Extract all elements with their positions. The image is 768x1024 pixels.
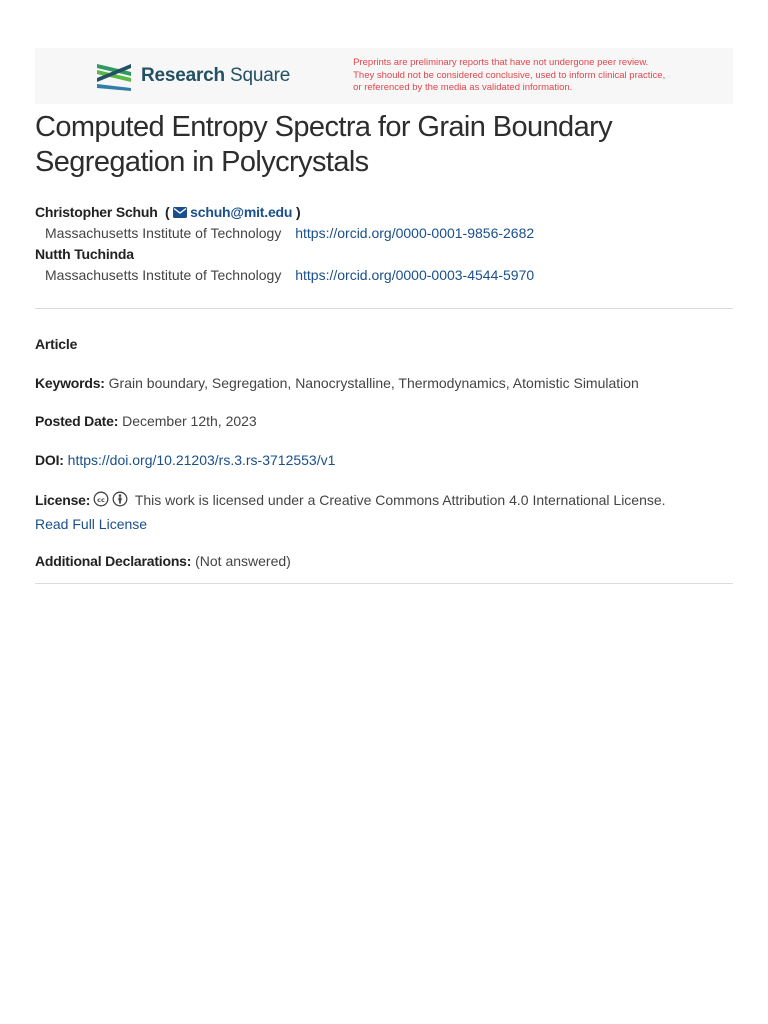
divider <box>35 583 733 584</box>
brand-name: Research Square <box>141 65 291 86</box>
additional-declarations-value: (Not answered) <box>195 553 291 569</box>
author-list <box>35 203 735 287</box>
additional-declarations-label: Additional Declarations: <box>35 553 192 569</box>
cc-icon <box>93 491 109 507</box>
notice-line: They should not be considered conclusive, used to inform clinical practice, <box>353 69 666 81</box>
preprint-banner <box>35 48 733 104</box>
envelope-icon <box>173 207 187 218</box>
doi-link[interactable]: https://doi.org/10.21203/rs.3.rs-3712553/v1 <box>67 452 336 468</box>
notice-line: or referenced by the media as validated information. <box>353 82 573 94</box>
doi-label: DOI: <box>35 452 64 468</box>
author-affiliation: Massachusetts Institute of Technology <box>45 267 282 283</box>
read-full-license-link[interactable]: Read Full License <box>35 516 148 532</box>
research-square-logo[interactable] <box>95 60 290 92</box>
author-affiliation: Massachusetts Institute of Technology <box>45 225 282 241</box>
author-email-link[interactable]: schuh@mit.edu <box>173 204 296 220</box>
orcid-link[interactable]: https://orcid.org/0000-0001-9856-2682 <box>295 225 535 241</box>
posted-date-value: December 12th, 2023 <box>122 413 257 429</box>
license-row <box>35 488 735 536</box>
posted-date-row <box>35 411 735 431</box>
keywords-value: Grain boundary, Segregation, Nanocrystalline, Thermodynamics, Atomistic Simulation <box>108 375 639 391</box>
author-name: Christopher Schuh <box>35 204 158 220</box>
license-label: License: <box>35 492 91 508</box>
divider <box>35 308 733 309</box>
author-name: Nutth Tuchinda <box>35 246 134 262</box>
doi-row <box>35 450 735 470</box>
by-icon <box>112 491 128 507</box>
author-entry: Christopher Schuh ( schuh@mit.edu ) Massachusetts Institute of Technology https://orcid.org/0000-0001-9856-2682 <box>35 204 535 241</box>
paper-title: Computed Entropy Spectra for Grain Boundary Segregation in Polycrystals <box>35 111 613 178</box>
article-type: Article <box>35 336 78 352</box>
preprint-notice <box>353 57 665 95</box>
research-square-logo-icon <box>95 60 133 92</box>
author-entry <box>35 245 735 287</box>
keywords-row <box>35 373 735 393</box>
svg-text:cc: cc <box>97 495 106 504</box>
additional-declarations-row <box>35 551 735 571</box>
notice-line: Preprints are preliminary reports that have not undergone peer review. <box>353 57 649 69</box>
posted-date-label: Posted Date: <box>35 413 119 429</box>
orcid-link[interactable]: https://orcid.org/0000-0003-4544-5970 <box>295 267 535 283</box>
license-text: This work is licensed under a Creative Commons Attribution 4.0 International License. <box>134 492 666 508</box>
keywords-label: Keywords: <box>35 375 105 391</box>
